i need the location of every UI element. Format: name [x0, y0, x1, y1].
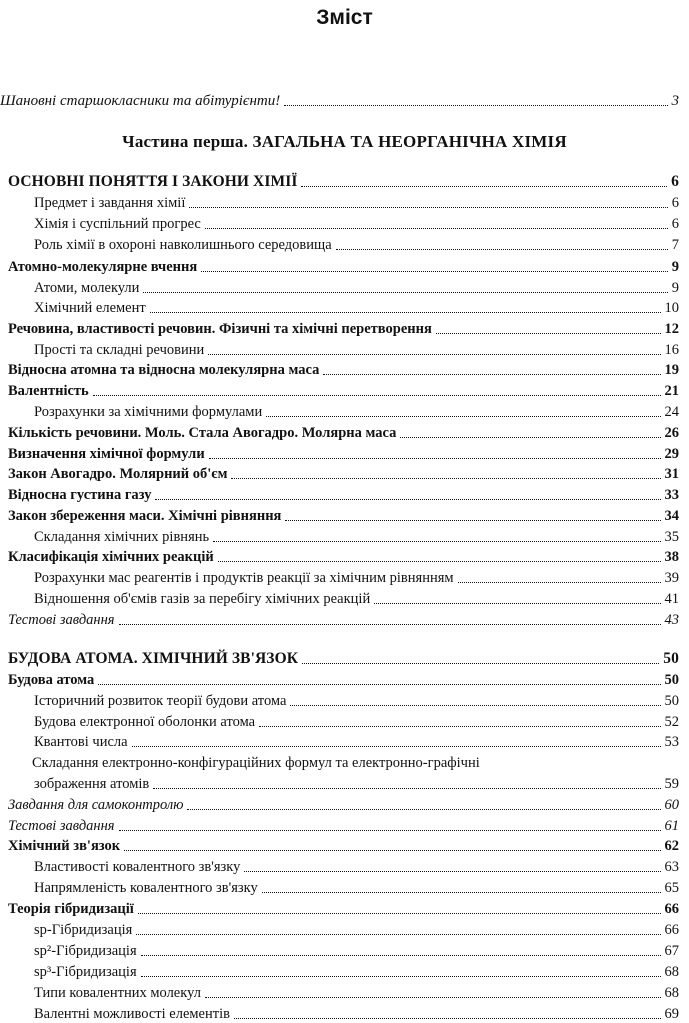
- toc-entry[interactable]: [0, 648, 689, 668]
- toc-entry[interactable]: [0, 877, 689, 897]
- toc-entry-text: Хімія і суспільний прогрес: [34, 216, 201, 232]
- toc-entry[interactable]: [0, 463, 689, 483]
- leader-dots: [213, 540, 660, 542]
- toc-intro-row[interactable]: [0, 90, 689, 110]
- leader-dots: [259, 725, 660, 727]
- toc-entry[interactable]: [0, 484, 689, 504]
- toc-page-number: 21: [664, 383, 679, 399]
- leader-dots: [458, 581, 661, 583]
- leader-dots: [155, 498, 660, 500]
- toc-entry-text: БУДОВА АТОМА. ХІМІЧНИЙ ЗВ'ЯЗОК: [8, 650, 299, 667]
- toc-entry-text: Прості та складні речовини: [34, 342, 205, 358]
- toc-entry[interactable]: [0, 359, 689, 379]
- leader-dots: [132, 745, 661, 747]
- toc-entry-text: Завдання для самоконтролю: [8, 797, 184, 813]
- toc-page-number: 69: [664, 1006, 679, 1022]
- toc-entry-text: Складання хімічних рівнянь: [34, 529, 210, 545]
- toc-page-number: 41: [664, 591, 679, 607]
- toc-entry-text: Атоми, молекули: [34, 280, 140, 296]
- leader-dots: [209, 457, 661, 459]
- toc-entry-text: sp-Гібридизація: [34, 922, 133, 938]
- toc-entry-text: Тестові завдання: [8, 612, 115, 628]
- leader-dots: [119, 623, 661, 625]
- toc-entry-text: Хімічний елемент: [34, 300, 146, 316]
- leader-dots: [205, 996, 661, 998]
- toc-entry[interactable]: [0, 982, 689, 1002]
- toc-entry[interactable]: [0, 234, 689, 254]
- leader-dots: [323, 373, 660, 375]
- toc-entry-text: Кількість речовини. Моль. Стала Авогадро. Молярна маса: [8, 425, 397, 441]
- toc-entry-text: sp²-Гібридизація: [34, 943, 137, 959]
- toc-page-number: 26: [664, 425, 679, 441]
- toc-entry-text: Будова електронної оболонки атома: [34, 714, 256, 730]
- toc-entry-text: Валентні можливості елементів: [34, 1006, 230, 1022]
- toc-page-number: 50: [663, 650, 679, 667]
- toc-entry[interactable]: [0, 567, 689, 587]
- toc-entry[interactable]: [0, 794, 689, 814]
- leader-dots: [266, 415, 660, 417]
- toc-entry-text: Валентність: [8, 383, 89, 399]
- leader-dots: [138, 912, 661, 914]
- toc-entry-text: Класифікація хімічних реакцій: [8, 549, 214, 565]
- toc-entry-text: Шановні старшокласники та абітурієнти!: [0, 93, 281, 109]
- leader-dots: [218, 560, 661, 562]
- toc-page-number: 24: [664, 404, 679, 420]
- toc-page-number: 65: [664, 880, 679, 896]
- toc-entry[interactable]: [0, 339, 689, 359]
- toc-page-number: 31: [664, 466, 679, 482]
- toc-entry-text: Відношення об'ємів газів за перебігу хімічних реакцій: [34, 591, 371, 607]
- part-title: Частина перша. ЗАГАЛЬНА ТА НЕОРГАНІЧНА ХІМІЯ: [122, 132, 567, 151]
- toc-page-number: 60: [664, 797, 679, 813]
- toc-entry-text: ОСНОВНІ ПОНЯТТЯ І ЗАКОНИ ХІМІЇ: [8, 173, 298, 190]
- toc-entry-text: Предмет і завдання хімії: [34, 195, 186, 211]
- leader-dots: [141, 975, 661, 977]
- leader-dots: [285, 519, 660, 521]
- toc-entry-text: Тестові завдання: [8, 818, 115, 834]
- page-title: Зміст: [316, 6, 373, 29]
- leader-dots: [400, 436, 660, 438]
- leader-dots: [189, 206, 667, 208]
- toc-entry-text: Роль хімії в охороні навколишнього середовища: [34, 237, 332, 253]
- toc-page-number: 66: [664, 901, 679, 917]
- toc-page-number: 6: [671, 195, 679, 211]
- leader-dots: [143, 291, 667, 293]
- toc-entry[interactable]: [0, 919, 689, 939]
- toc-entry-text: Типи ковалентних молекул: [34, 985, 201, 1001]
- toc-entry[interactable]: [0, 609, 689, 629]
- toc-page-number: 16: [664, 342, 679, 358]
- toc-entry[interactable]: [0, 422, 689, 442]
- leader-dots: [98, 683, 660, 685]
- toc-entry[interactable]: [0, 171, 689, 191]
- toc-entry-text: Розрахунки мас реагентів і продуктів реакції за хімічним рівнянням: [34, 570, 454, 586]
- toc-entry[interactable]: [0, 690, 689, 710]
- toc-entry[interactable]: [0, 961, 689, 981]
- leader-dots: [290, 704, 660, 706]
- toc-page-number: 61: [664, 818, 679, 834]
- leader-dots: [187, 808, 660, 810]
- toc-page-number: 3: [671, 93, 679, 109]
- toc-page-number: 43: [664, 612, 679, 628]
- toc-entry-text: Властивості ковалентного зв'язку: [34, 859, 241, 875]
- leader-dots: [153, 787, 660, 789]
- toc-page-number: 50: [664, 672, 679, 688]
- toc-page-number: 53: [664, 734, 679, 750]
- toc-entry[interactable]: [0, 815, 689, 835]
- toc-page-number: 6: [671, 173, 679, 190]
- toc-entry-text: Речовина, властивості речовин. Фізичні та хімічні перетворення: [8, 321, 432, 337]
- toc-entry-text-line1: Складання електронно-конфігураційних формул та електронно-графічні: [32, 755, 480, 771]
- leader-dots: [374, 602, 660, 604]
- toc-page-number: 19: [664, 362, 679, 378]
- leader-dots: [124, 849, 660, 851]
- toc-page-number: 67: [664, 943, 679, 959]
- leader-dots: [302, 662, 659, 664]
- toc-page-number: 9: [671, 280, 679, 296]
- leader-dots: [234, 1017, 661, 1019]
- leader-dots: [205, 227, 668, 229]
- toc-entry[interactable]: [0, 526, 689, 546]
- toc-entry-text: Визначення хімічної формули: [8, 446, 205, 462]
- leader-dots: [141, 954, 661, 956]
- toc-page-number: 62: [664, 838, 679, 854]
- toc-entry[interactable]: [0, 669, 689, 689]
- toc-entry[interactable]: [0, 256, 689, 276]
- leader-dots: [136, 933, 660, 935]
- toc-page-number: 7: [671, 237, 679, 253]
- toc-entry[interactable]: [0, 443, 689, 463]
- toc-entry[interactable]: [0, 940, 689, 960]
- toc-page-number: 59: [664, 776, 679, 792]
- leader-dots: [301, 185, 667, 187]
- toc-entry-text: Історичний розвиток теорії будови атома: [34, 693, 287, 709]
- leader-dots: [244, 870, 660, 872]
- toc-entry[interactable]: [0, 711, 689, 731]
- toc-entry[interactable]: [0, 731, 689, 751]
- leader-dots: [231, 477, 660, 479]
- toc-page-number: 38: [664, 549, 679, 565]
- toc-entry[interactable]: [0, 380, 689, 400]
- toc-page-number: 35: [664, 529, 679, 545]
- toc-entry-text: Атомно-молекулярне вчення: [8, 259, 198, 275]
- toc-entry[interactable]: [0, 401, 689, 421]
- toc-entry-text: sp³-Гібридизація: [34, 964, 137, 980]
- toc-page-number: 9: [671, 259, 679, 275]
- toc-entry[interactable]: [0, 588, 689, 608]
- toc-page-number: 10: [664, 300, 679, 316]
- leader-dots: [93, 394, 661, 396]
- toc-page-number: 68: [664, 964, 679, 980]
- leader-dots: [150, 311, 661, 313]
- toc-page-number: 34: [664, 508, 679, 524]
- toc-entry[interactable]: [0, 213, 689, 233]
- toc-page-number: 39: [664, 570, 679, 586]
- leader-dots: [201, 270, 668, 272]
- toc-entry[interactable]: [0, 192, 689, 212]
- toc-entry-text: Теорія гібридизації: [8, 901, 134, 917]
- toc-entry-text: Відносна густина газу: [8, 487, 152, 503]
- toc-entry[interactable]: [0, 773, 689, 793]
- toc-page-number: 68: [664, 985, 679, 1001]
- leader-dots: [284, 104, 667, 106]
- toc-entry[interactable]: [0, 546, 689, 566]
- toc-page-number: 33: [664, 487, 679, 503]
- leader-dots: [436, 332, 661, 334]
- toc-entry-text: Закон збереження маси. Хімічні рівняння: [8, 508, 282, 524]
- toc-entry-text: зображення атомів: [34, 776, 150, 792]
- toc-entry-text: Будова атома: [8, 672, 95, 688]
- toc-entry-text: Закон Авогадро. Молярний об'єм: [8, 466, 228, 482]
- leader-dots: [262, 891, 661, 893]
- toc-page-number: 50: [664, 693, 679, 709]
- toc-page-number: 6: [671, 216, 679, 232]
- toc-entry[interactable]: [0, 1003, 689, 1023]
- toc-entry-text: Відносна атомна та відносна молекулярна маса: [8, 362, 320, 378]
- leader-dots: [208, 353, 660, 355]
- leader-dots: [336, 248, 668, 250]
- toc-entry-text: Напрямленість ковалентного зв'язку: [34, 880, 258, 896]
- toc-entry-text: Розрахунки за хімічними формулами: [34, 404, 263, 420]
- toc-entry[interactable]: [0, 297, 689, 317]
- toc-page-number: 29: [664, 446, 679, 462]
- toc-entry[interactable]: [0, 318, 689, 338]
- leader-dots: [119, 829, 661, 831]
- toc-page-number: 63: [664, 859, 679, 875]
- toc-entry-text: Хімічний зв'язок: [8, 838, 121, 854]
- toc-entry[interactable]: [0, 835, 689, 855]
- toc-entry[interactable]: [0, 505, 689, 525]
- toc-entry-text: Квантові числа: [34, 734, 128, 750]
- toc-entry[interactable]: [0, 898, 689, 918]
- toc-page-number: 12: [664, 321, 679, 337]
- toc-entry[interactable]: [0, 856, 689, 876]
- toc-entry[interactable]: [0, 277, 689, 297]
- toc-page-number: 66: [664, 922, 679, 938]
- toc-page-number: 52: [664, 714, 679, 730]
